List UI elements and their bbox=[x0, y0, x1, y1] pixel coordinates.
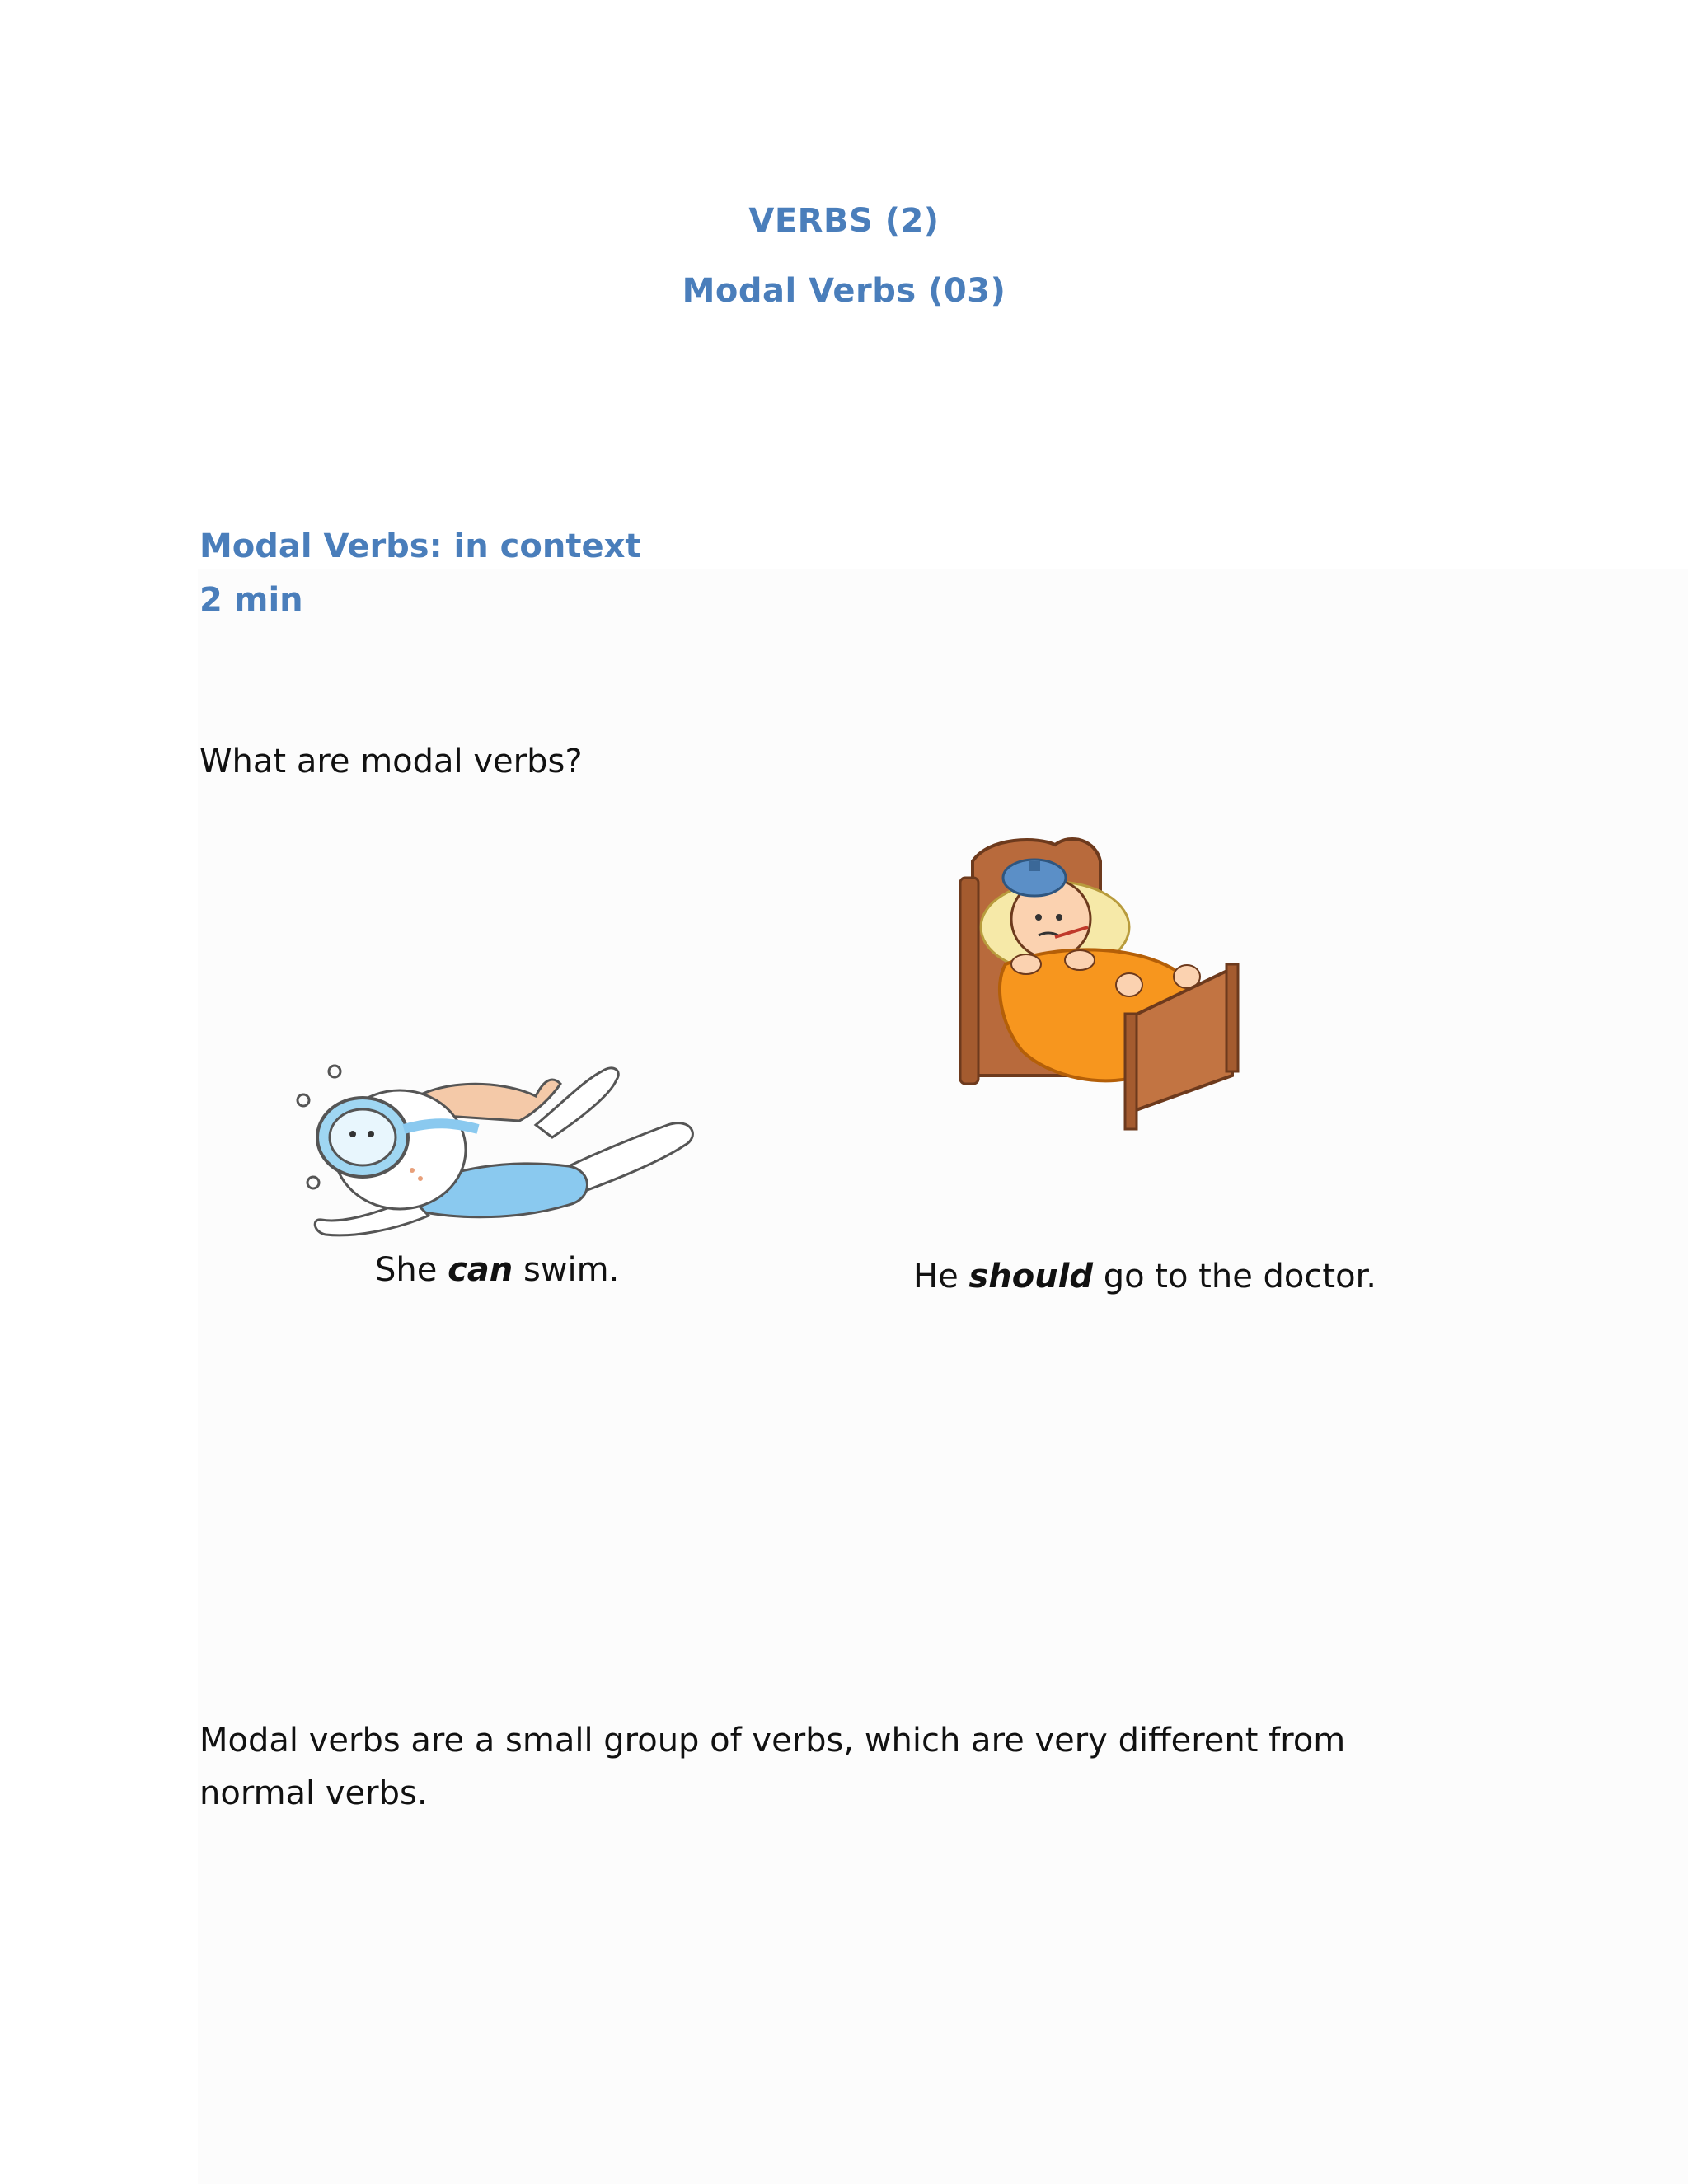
sick-boy-in-bed-illustration bbox=[956, 828, 1245, 1133]
section-duration: 2 min bbox=[199, 581, 303, 619]
question-text: What are modal verbs? bbox=[199, 743, 583, 780]
page-title: VERBS (2) bbox=[748, 202, 940, 240]
page-background bbox=[198, 569, 1688, 2184]
section-heading: Modal Verbs: in context bbox=[199, 527, 641, 565]
example-caption-can: She can swim. bbox=[375, 1251, 620, 1289]
modal-verb-can: can bbox=[448, 1251, 513, 1289]
explanation-paragraph: Modal verbs are a small group of verbs, which are very different from normal verbs. bbox=[199, 1722, 1346, 1812]
modal-verb-should: should bbox=[968, 1258, 1093, 1296]
page-subtitle: Modal Verbs (03) bbox=[682, 272, 1006, 310]
example-caption-should: He should go to the doctor. bbox=[913, 1258, 1377, 1296]
swimming-girl-illustration bbox=[288, 1047, 709, 1253]
